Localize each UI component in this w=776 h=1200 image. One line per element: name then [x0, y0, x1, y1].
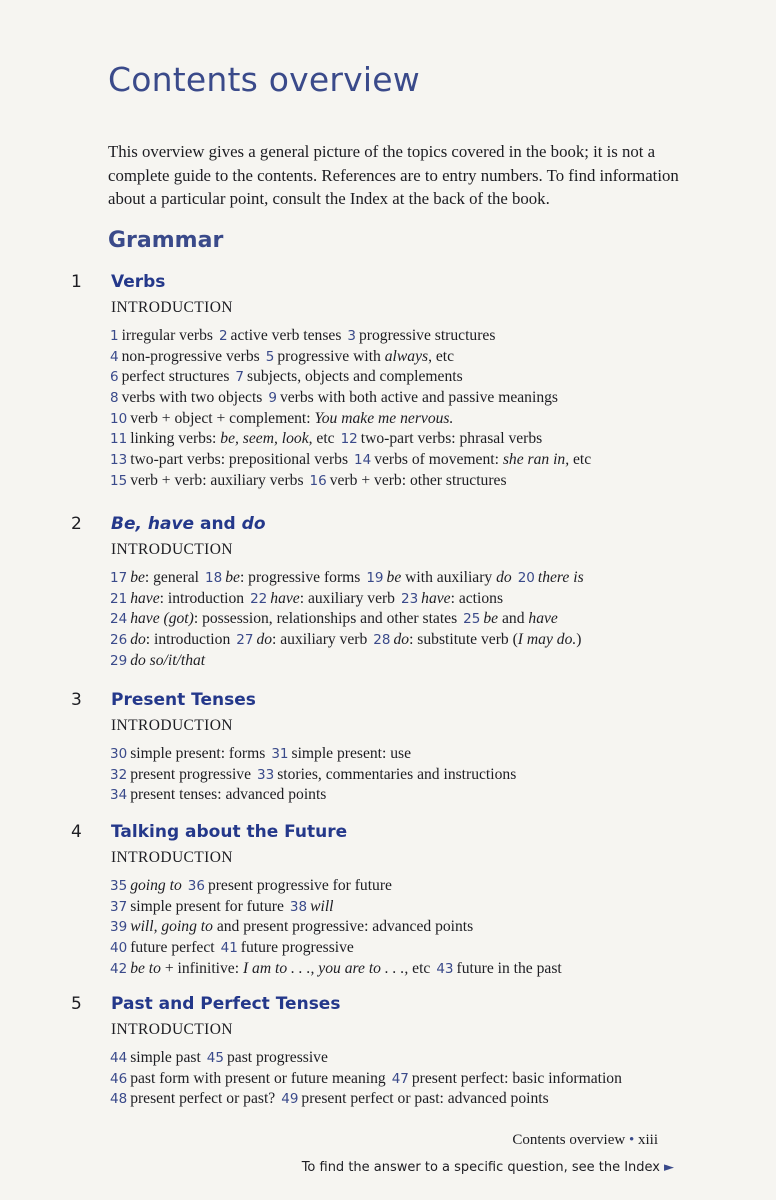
entry-italic: there is [537, 569, 584, 586]
entry [110, 389, 262, 406]
section-title: Talking about the Future [111, 822, 348, 842]
entry-line [110, 589, 730, 610]
entry [354, 451, 591, 468]
entry [110, 610, 457, 627]
entry [463, 610, 558, 627]
section-introduction: INTRODUCTION [111, 541, 233, 558]
entry-text: and [498, 610, 529, 628]
entry-italic: she ran in, [502, 451, 570, 469]
entry-italic: do [130, 631, 146, 649]
entry [188, 877, 392, 894]
entry-italic: will, going to [130, 918, 213, 936]
entry-line [110, 388, 730, 409]
entry-line [110, 609, 730, 630]
entry [110, 960, 430, 977]
entry [373, 631, 581, 648]
entry-number: 2 [218, 328, 228, 344]
entry-italic: I am to . . ., you are to . . ., [242, 959, 409, 977]
entry-number: 6 [110, 369, 119, 386]
entry [207, 1049, 328, 1066]
entry-text: verbs of movement: [374, 451, 503, 469]
entry-number: 11 [110, 431, 128, 448]
entry-text: present perfect or past: advanced points [301, 1090, 549, 1108]
entry [436, 960, 561, 977]
section-title-text: and [194, 514, 242, 534]
entry [110, 877, 182, 894]
entry-italic: have [421, 589, 451, 607]
entry-italic: be [225, 569, 240, 586]
entry-text: : substitute verb ( [409, 631, 518, 649]
entry-list [110, 744, 730, 806]
section-title-italic: do [241, 514, 266, 534]
entry-number: 21 [110, 590, 128, 607]
entry-number: 35 [110, 878, 128, 894]
entry-text: : progressive forms [239, 569, 361, 586]
entry-line [110, 429, 730, 450]
entry [110, 766, 251, 783]
entry [110, 348, 260, 365]
entry-line [110, 409, 730, 430]
entry-line [110, 959, 730, 980]
section-title: Verbs [111, 272, 166, 292]
intro-paragraph: This overview gives a general picture of the topics covered in the book; it is not a complete guide to the contents. References are to entry numbers. To find information about a particular point, consult the Index at the back of the book. [108, 142, 679, 208]
entry [341, 430, 543, 447]
entry [110, 1090, 275, 1107]
section-introduction: INTRODUCTION [111, 1021, 233, 1038]
entry-line [110, 450, 730, 471]
entry-line [110, 785, 730, 806]
entry-line [110, 744, 730, 765]
entry-italic: I may do. [517, 631, 577, 649]
entry-text: simple present: use [291, 745, 412, 762]
entry-italic: be [386, 569, 402, 586]
entry-number: 39 [110, 919, 128, 936]
entry-number: 33 [257, 766, 275, 783]
entry-line [110, 1069, 730, 1090]
entry [290, 898, 334, 915]
footer-bullet: • [628, 1132, 635, 1148]
entry-list [110, 1048, 730, 1110]
entry [110, 786, 326, 803]
entry-list [110, 876, 730, 979]
entry-text: and present progressive: advanced points [212, 918, 474, 936]
entry-text: past progressive [226, 1049, 328, 1066]
entry-number: 41 [220, 940, 238, 957]
entry-number: 23 [400, 590, 419, 607]
entry-line [110, 1048, 730, 1069]
section-title: Past and Perfect Tenses [111, 994, 341, 1014]
entry [110, 898, 284, 915]
running-footer [512, 1132, 658, 1149]
entry-text: present perfect: basic information [411, 1069, 622, 1087]
entry-text: past form with present or future meaning [130, 1069, 386, 1087]
entry [110, 569, 199, 586]
entry-number: 25 [463, 611, 481, 628]
entry-number: 1 [110, 328, 119, 344]
entry-number: 15 [110, 472, 128, 489]
entry [110, 652, 205, 669]
entry-number: 46 [110, 1070, 128, 1087]
entry [257, 766, 516, 783]
entry-line [110, 630, 730, 651]
entry [110, 939, 215, 956]
entry-number: 14 [354, 452, 372, 469]
section-number: 3 [71, 690, 82, 710]
entry-number: 36 [187, 878, 205, 894]
entry-line [110, 347, 730, 368]
entry-italic: do [496, 569, 512, 586]
entry-line [110, 326, 730, 347]
entry-italic: always [384, 347, 429, 365]
entry-text: : auxiliary verb [299, 589, 395, 607]
part-heading: Grammar [108, 228, 224, 253]
entry-number: 44 [110, 1050, 128, 1066]
entry-italic: have [130, 589, 160, 607]
entry-text: progressive with [277, 347, 385, 365]
entry-text: with auxiliary [401, 569, 497, 586]
entry-number: 10 [110, 410, 128, 427]
entry [271, 745, 411, 762]
entry-italic: going to [130, 877, 182, 894]
entry-text: simple past [130, 1049, 201, 1066]
section-title: Present Tenses [111, 690, 256, 710]
entry-number: 31 [271, 746, 289, 762]
entry-text: progressive structures [358, 327, 496, 344]
entry-number: 47 [391, 1070, 409, 1087]
entry-text: etc [408, 959, 431, 977]
entry-text: active verb tenses [230, 327, 342, 344]
entry-italic: do [256, 631, 273, 649]
entry-number: 17 [110, 570, 128, 586]
entry-number: 32 [110, 766, 128, 783]
section-introduction: INTRODUCTION [111, 299, 233, 316]
entry [281, 1090, 548, 1107]
entry-text: : introduction [159, 589, 245, 607]
section-title-italic: Be, have [111, 514, 195, 534]
entry-text: , etc [428, 347, 455, 365]
entry-number: 3 [347, 328, 356, 344]
entry-text: : general [144, 569, 200, 586]
entry-text: two-part verbs: prepositional verbs [130, 451, 349, 469]
entry-italic: be to [130, 959, 161, 977]
arrow-right-icon: ► [664, 1160, 674, 1175]
entry-text: simple present for future [130, 897, 284, 915]
section-number: 4 [71, 822, 82, 842]
entry-number: 19 [366, 570, 384, 586]
entry-number: 18 [205, 570, 223, 586]
page-title: Contents overview [108, 60, 420, 99]
index-hint [302, 1160, 674, 1175]
entry-italic: be [130, 569, 145, 586]
entry-text: verbs with two objects [121, 389, 263, 407]
entry-number: 37 [110, 898, 128, 915]
entry-text: verb + object + complement: [130, 409, 315, 427]
entry [110, 327, 213, 344]
entry-number: 20 [517, 570, 535, 586]
entry-number: 28 [373, 632, 391, 649]
entry-list [110, 568, 730, 671]
entry [401, 590, 503, 607]
entry [266, 348, 454, 365]
entry-text: two-part verbs: phrasal verbs [360, 430, 543, 448]
entry [310, 472, 507, 489]
entry-number: 16 [309, 472, 327, 489]
entry-italic: have [270, 589, 300, 607]
entry-text: : auxiliary verb [272, 631, 368, 649]
entry [236, 631, 367, 648]
entry [250, 590, 395, 607]
entry [110, 590, 244, 607]
entry-number: 38 [289, 898, 308, 915]
entry-text: : introduction [145, 631, 231, 649]
section-number: 2 [71, 514, 82, 534]
section-number: 5 [71, 994, 82, 1014]
entry-text: future in the past [456, 959, 562, 977]
entry-text: + infinitive: [160, 959, 243, 977]
entry-text: perfect structures [121, 368, 230, 386]
entry [110, 1070, 386, 1087]
entry-line [110, 897, 730, 918]
entry [110, 745, 265, 762]
page-number: xiii [637, 1132, 658, 1148]
entry-text: irregular verbs [121, 327, 213, 344]
entry-italic: be, seem, look, [220, 430, 313, 448]
entry-line [110, 568, 730, 589]
entry-text: linking verbs: [130, 430, 221, 448]
index-hint-text: To find the answer to a specific question, see the Index [301, 1160, 660, 1175]
entry [518, 569, 584, 586]
entry [110, 368, 229, 385]
entry-number: 12 [340, 431, 358, 448]
entry-number: 48 [110, 1091, 128, 1108]
entry-text: stories, commentaries and instructions [277, 765, 517, 783]
section-introduction: INTRODUCTION [111, 717, 233, 734]
entry-number: 22 [250, 590, 268, 607]
entry-line [110, 917, 730, 938]
entry-text: : actions [450, 589, 504, 607]
entry-text: present tenses: advanced points [130, 786, 327, 804]
entry-number: 27 [236, 632, 254, 649]
entry [347, 327, 495, 344]
entry [110, 472, 304, 489]
entry-number: 34 [110, 787, 128, 804]
entry [110, 430, 335, 447]
entry-text: verbs with both active and passive meanings [279, 389, 558, 407]
section-number: 1 [71, 272, 82, 292]
entry-list [110, 326, 730, 492]
entry-number: 8 [110, 390, 119, 407]
entry [235, 368, 462, 385]
entry-number: 43 [436, 960, 454, 977]
entry-italic: have (got) [130, 610, 194, 628]
entry [366, 569, 511, 586]
entry-text: : possession, relationships and other states [193, 610, 458, 628]
entry-text: future progressive [240, 939, 354, 957]
entry-text: present perfect or past? [130, 1090, 276, 1108]
entry [205, 569, 360, 586]
entry-number: 9 [268, 390, 277, 407]
entry [392, 1070, 622, 1087]
entry [268, 389, 558, 406]
entry-line [110, 1089, 730, 1110]
entry-line [110, 471, 730, 492]
entry-text: subjects, objects and complements [247, 368, 463, 386]
entry-number: 30 [110, 746, 128, 762]
entry [221, 939, 354, 956]
entry-number: 49 [281, 1091, 299, 1108]
entry-text: present progressive [130, 765, 252, 783]
entry-number: 26 [110, 632, 128, 649]
entry-number: 42 [110, 960, 128, 977]
entry-number: 24 [110, 611, 128, 628]
entry [219, 327, 341, 344]
entry [110, 631, 230, 648]
entry-text: simple present: forms [130, 745, 266, 762]
entry [110, 410, 453, 427]
entry [110, 1049, 201, 1066]
entry-italic: do [393, 631, 410, 649]
entry-number: 40 [110, 940, 128, 957]
entry-italic: have [528, 610, 558, 628]
entry-text: etc [569, 451, 592, 469]
entry-italic: You make me nervous. [314, 409, 454, 427]
entry-text: future perfect [130, 939, 215, 957]
entry-text: etc [312, 430, 335, 448]
entry [110, 918, 473, 935]
entry-number: 7 [235, 369, 244, 386]
entry-line [110, 651, 730, 672]
entry-text: verb + verb: auxiliary verbs [130, 471, 304, 489]
entry-number: 13 [110, 452, 128, 469]
entry-italic: be [483, 610, 499, 628]
entry-line [110, 876, 730, 897]
entry-number: 5 [265, 348, 275, 365]
entry-number: 29 [110, 652, 128, 669]
section-title [111, 514, 266, 534]
entry-text: present progressive for future [207, 877, 392, 894]
entry-number: 4 [110, 348, 119, 365]
section-introduction: INTRODUCTION [111, 849, 233, 866]
entry-italic: will [310, 897, 334, 915]
entry-text: verb + verb: other structures [329, 471, 507, 489]
entry-number: 45 [206, 1050, 224, 1066]
entry-italic: do so/it/that [130, 651, 206, 669]
entry-text: ) [576, 631, 582, 649]
entry-text: non-progressive verbs [121, 347, 260, 365]
entry-line [110, 367, 730, 388]
entry [110, 451, 348, 468]
entry-line [110, 765, 730, 786]
entry-line [110, 938, 730, 959]
footer-label: Contents overview [512, 1132, 626, 1148]
